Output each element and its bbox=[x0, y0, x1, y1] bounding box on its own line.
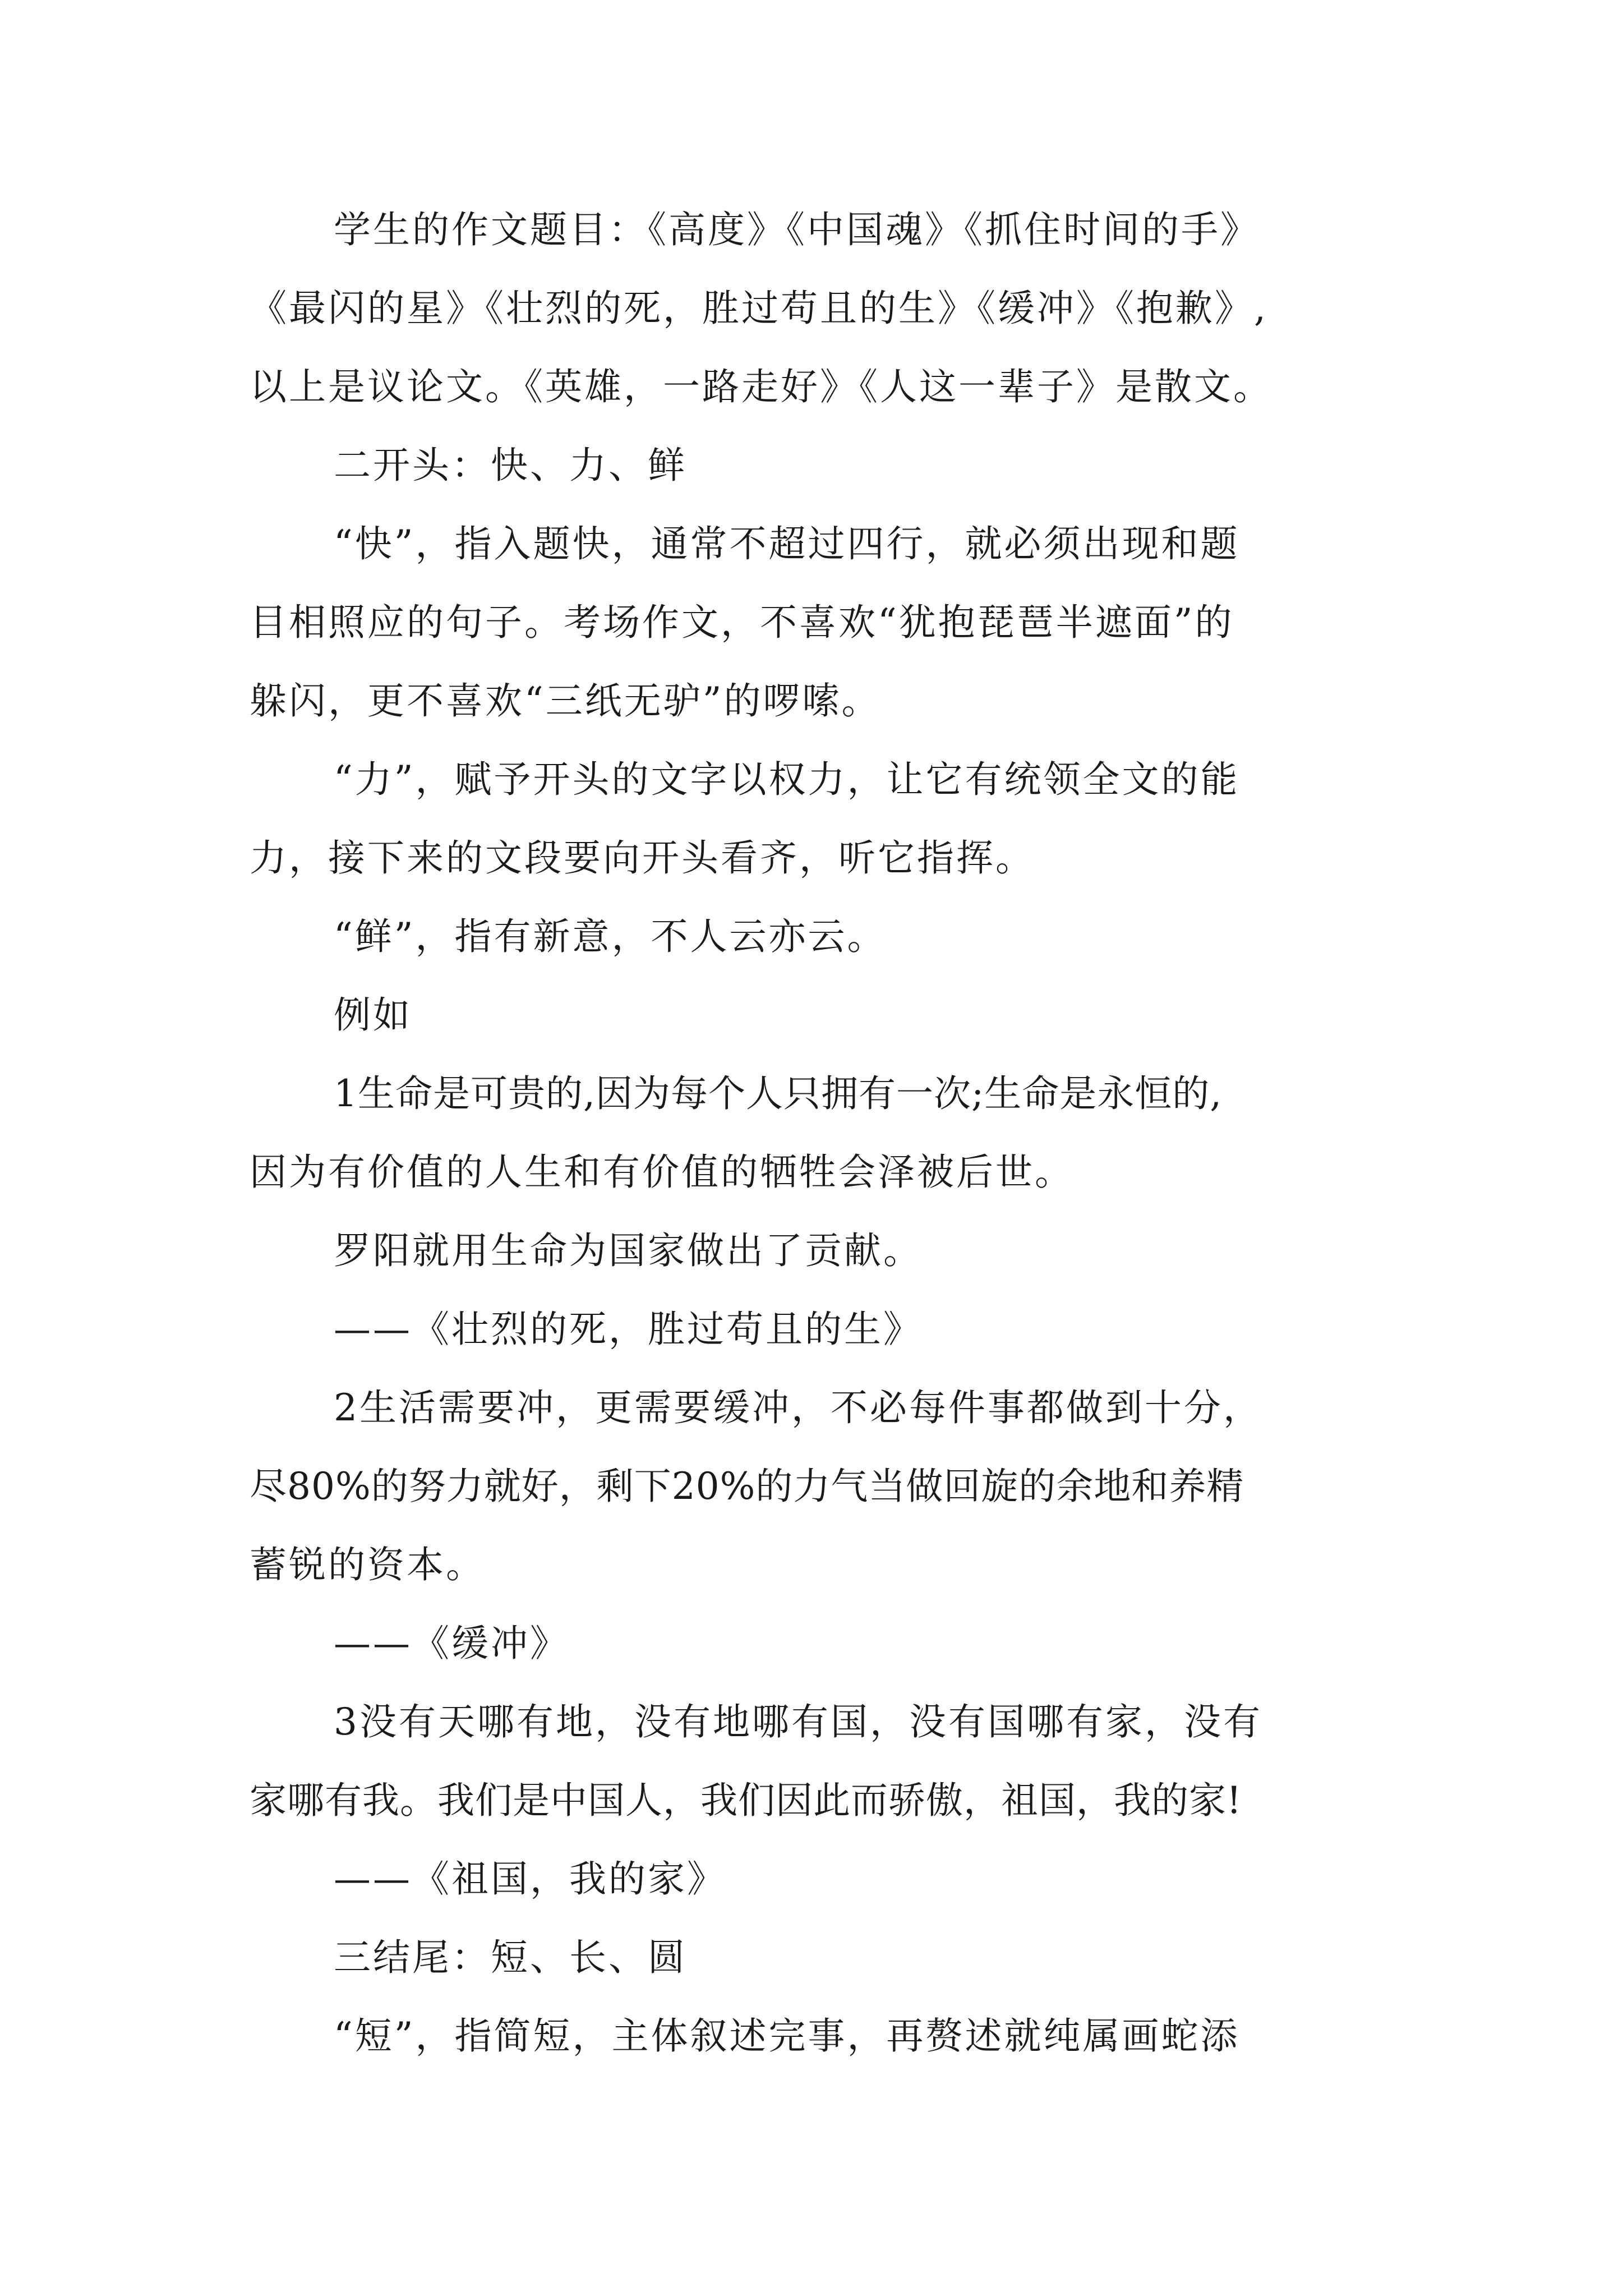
text-line: 1生命是可贵的,因为每个人只拥有一次;生命是永恒的, bbox=[334, 1072, 1223, 1115]
text-line: 2生活需要冲，更需要缓冲，不必每件事都做到十分， bbox=[334, 1386, 1262, 1429]
text-line: “短”，指简短，主体叙述完事，再赘述就纯属画蛇添 bbox=[334, 2014, 1240, 2058]
text-line: 《最闪的星》《壮烈的死，胜过苟且的生》《缓冲》《抱歉》, bbox=[250, 287, 1268, 330]
citation-line: ——《壮烈的死，胜过苟且的生》 bbox=[334, 1308, 923, 1351]
citation-line: ——《缓冲》 bbox=[334, 1622, 569, 1665]
text-line: 蓄锐的资本。 bbox=[250, 1543, 485, 1586]
text-line: 罗阳就用生命为国家做出了贡献。 bbox=[334, 1229, 923, 1272]
citation-line: ——《祖国，我的家》 bbox=[334, 1857, 726, 1901]
text-line: 3没有天哪有地，没有地哪有国，没有国哪有家，没有 bbox=[334, 1700, 1262, 1743]
text-line: “力”，赋予开头的文字以权力，让它有统领全文的能 bbox=[334, 758, 1240, 801]
text-line: 学生的作文题目：《高度》《中国魂》《抓住时间的手》 bbox=[334, 208, 1260, 251]
section-heading: 二开头：快、力、鲜 bbox=[334, 444, 687, 487]
text-line: 家哪有我。我们是中国人，我们因此而骄傲，祖国，我的家! bbox=[250, 1779, 1242, 1822]
text-line: “快”，指入题快，通常不超过四行，就必须出现和题 bbox=[334, 522, 1240, 565]
text-line: 以上是议论文。《英雄，一路走好》《人这一辈子》是散文。 bbox=[250, 365, 1272, 408]
document-body bbox=[250, 191, 1388, 2076]
text-line: 目相照应的句子。考场作文，不喜欢“犹抱琵琶半遮面”的 bbox=[250, 601, 1234, 644]
text-line: 躲闪，更不喜欢“三纸无驴”的啰嗦。 bbox=[250, 679, 881, 723]
text-line: “鲜”，指有新意，不人云亦云。 bbox=[334, 915, 887, 958]
text-line: 尽80%的努力就好，剩下20%的力气当做回旋的余地和养精 bbox=[250, 1465, 1244, 1508]
text-line: 例如 bbox=[334, 993, 412, 1037]
text-line: 力，接下来的文段要向开头看齐，听它指挥。 bbox=[250, 836, 1035, 880]
section-heading: 三结尾：短、长、圆 bbox=[334, 1936, 687, 1979]
text-line: 因为有价值的人生和有价值的牺牲会泽被后世。 bbox=[250, 1151, 1074, 1194]
